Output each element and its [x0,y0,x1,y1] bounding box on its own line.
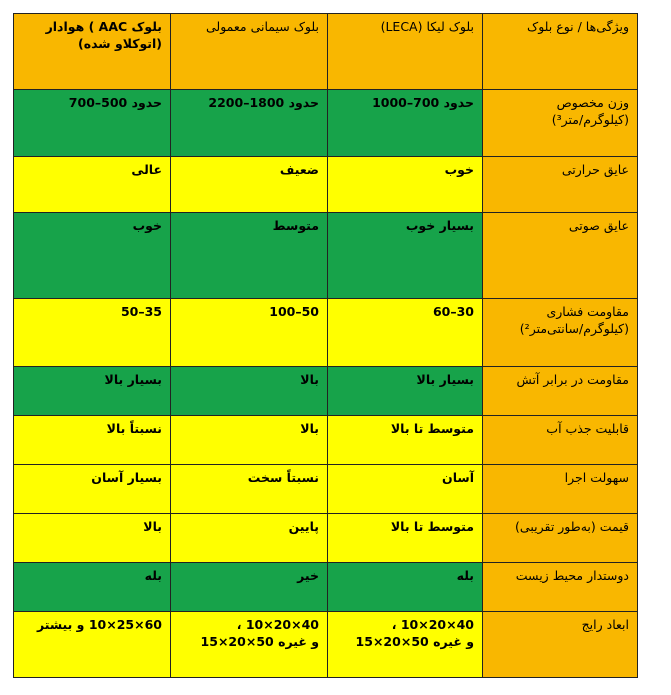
acoustic-row [14,213,638,299]
cell-property: دوستدار محیط زیست [483,563,638,612]
price-row [14,514,638,563]
cell-cement: 40×20×10 ، و غیره 50×20×15 [171,612,328,678]
cell-aac: بله [14,563,171,612]
cell-aac: خوب [14,213,171,299]
cell-property: قابلیت جذب آب [483,416,638,465]
header-cell-property: ویژگی‌ها / نوع بلوک [483,14,638,90]
cell-property: سهولت اجرا [483,465,638,514]
cell-cement: خیر [171,563,328,612]
cell-aac: نسبتاً بالا [14,416,171,465]
cell-aac: 60×25×10 و بیشتر [14,612,171,678]
cell-property: عایق حرارتی [483,157,638,213]
header-cell-aac: بلوک AAC ) هوادار (اتوکلاو شده) [14,14,171,90]
cell-leca: بله [328,563,483,612]
cell-cement: ضعیف [171,157,328,213]
ease-row [14,465,638,514]
cell-leca: متوسط تا بالا [328,416,483,465]
header-cell-cement: بلوک سیمانی معمولی [171,14,328,90]
cell-leca: 40×20×10 ، و غیره 50×20×15 [328,612,483,678]
cell-aac: بالا [14,514,171,563]
compressive-row [14,299,638,367]
cell-cement: 50–100 [171,299,328,367]
thermal-row [14,157,638,213]
cell-aac: بسیار آسان [14,465,171,514]
dimensions-row [14,612,638,678]
cell-leca: بسیار بالا [328,367,483,416]
fire-row [14,367,638,416]
cell-leca: بسیار خوب [328,213,483,299]
cell-cement: متوسط [171,213,328,299]
cell-cement: نسبتاً سخت [171,465,328,514]
cell-property: مقاومت در برابر آتش [483,367,638,416]
cell-aac: 35–50 [14,299,171,367]
cell-property: عایق صوتی [483,213,638,299]
header-row [14,14,638,90]
cell-property: ابعاد رایج [483,612,638,678]
comparison-table [13,13,638,678]
header-cell-leca: بلوک لیکا (LECA) [328,14,483,90]
comparison-table-body [14,14,638,678]
cell-cement: بالا [171,416,328,465]
cell-aac: بسیار بالا [14,367,171,416]
eco-row [14,563,638,612]
cell-property: مقاومت فشاری (کیلوگرم/سانتی‌متر²) [483,299,638,367]
cell-aac: حدود 500–700 [14,90,171,157]
absorption-row [14,416,638,465]
cell-aac: عالی [14,157,171,213]
cell-leca: خوب [328,157,483,213]
cell-leca: متوسط تا بالا [328,514,483,563]
cell-leca: 30–60 [328,299,483,367]
cell-leca: آسان [328,465,483,514]
cell-cement: پایین [171,514,328,563]
cell-property: وزن مخصوص (کیلوگرم/متر³) [483,90,638,157]
cell-cement: بالا [171,367,328,416]
cell-property: قیمت (به‌طور تقریبی) [483,514,638,563]
density-row [14,90,638,157]
cell-leca: حدود 700–1000 [328,90,483,157]
cell-cement: حدود 1800–2200 [171,90,328,157]
